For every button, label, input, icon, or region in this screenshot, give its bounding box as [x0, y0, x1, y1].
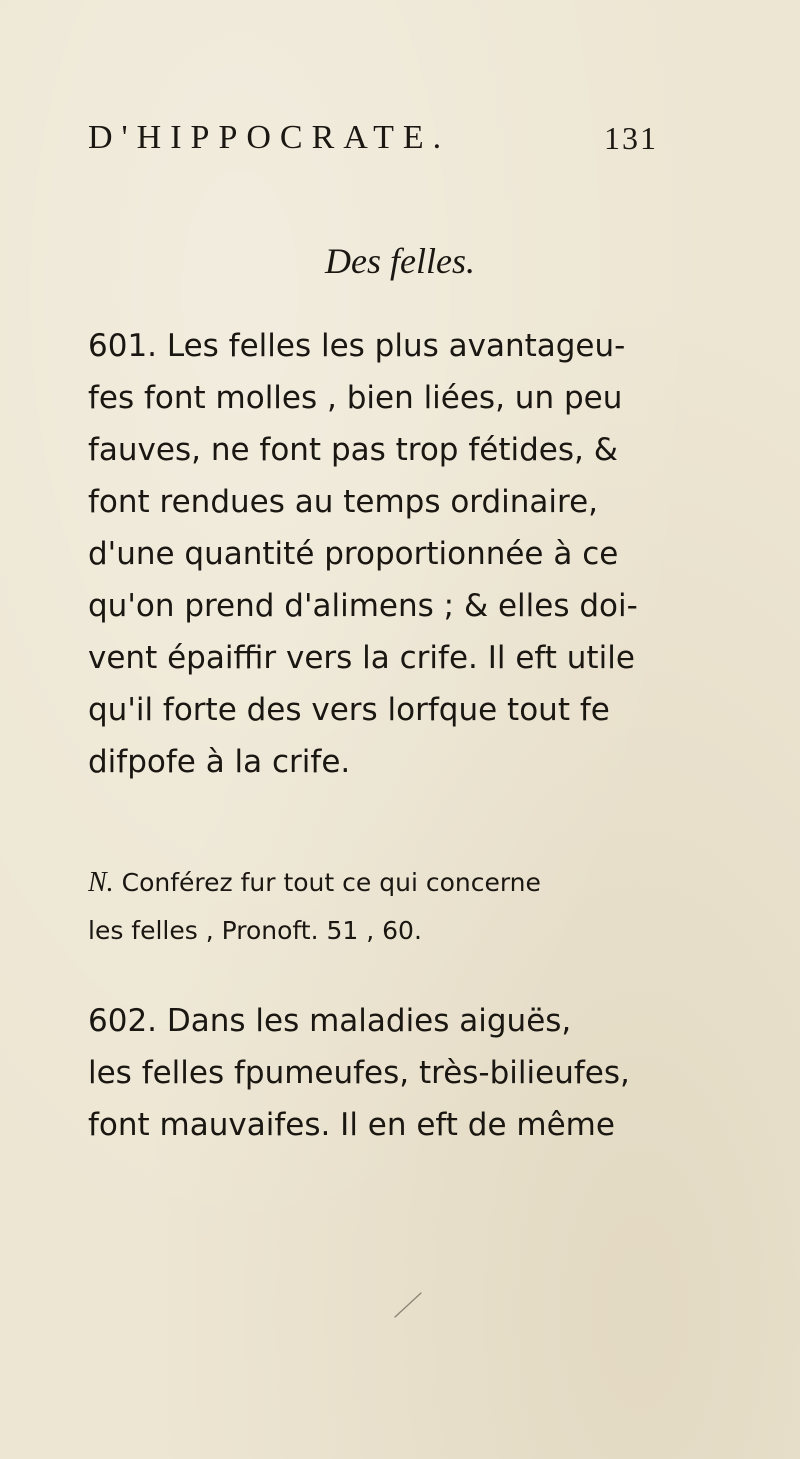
text-line: font mauvaifes. Il en eft de même	[88, 1107, 615, 1143]
text-line: 602. Dans les maladies aiguës,	[88, 1003, 572, 1039]
text-line: font rendues au temps ordinaire,	[88, 484, 599, 520]
text-line: vent épaiffir vers la crife. Il eft utile	[88, 640, 635, 676]
text-line: difpofe à la crife.	[88, 744, 351, 780]
text-line: fauves, ne font pas trop fétides, &	[88, 432, 618, 468]
section-title: Des felles.	[325, 241, 475, 281]
note-line: les felles , Pronoft. 51 , 60.	[88, 916, 422, 945]
note-line-text: Conférez fur tout ce qui concerne	[113, 868, 541, 897]
running-title: D'HIPPOCRATE.	[88, 119, 451, 156]
running-head	[88, 118, 658, 158]
note-line	[88, 859, 658, 907]
page-number: 131	[604, 120, 658, 156]
text-line: d'une quantité proportionnée à ce	[88, 536, 619, 572]
note-lead: N.	[88, 867, 114, 898]
paragraph-601	[88, 320, 658, 788]
pencil-mark	[392, 1290, 424, 1320]
editorial-note	[88, 859, 658, 955]
text-line: les felles fpumeufes, très-bilieufes,	[88, 1055, 630, 1091]
text-line: fes font molles , bien liées, un peu	[88, 380, 623, 416]
text-line: 601. Les felles les plus avantageu-	[88, 328, 626, 364]
text-line: qu'il forte des vers lorfque tout fe	[88, 692, 610, 728]
text-line: qu'on prend d'alimens ; & elles doi-	[88, 588, 638, 624]
paragraph-602	[88, 995, 658, 1151]
